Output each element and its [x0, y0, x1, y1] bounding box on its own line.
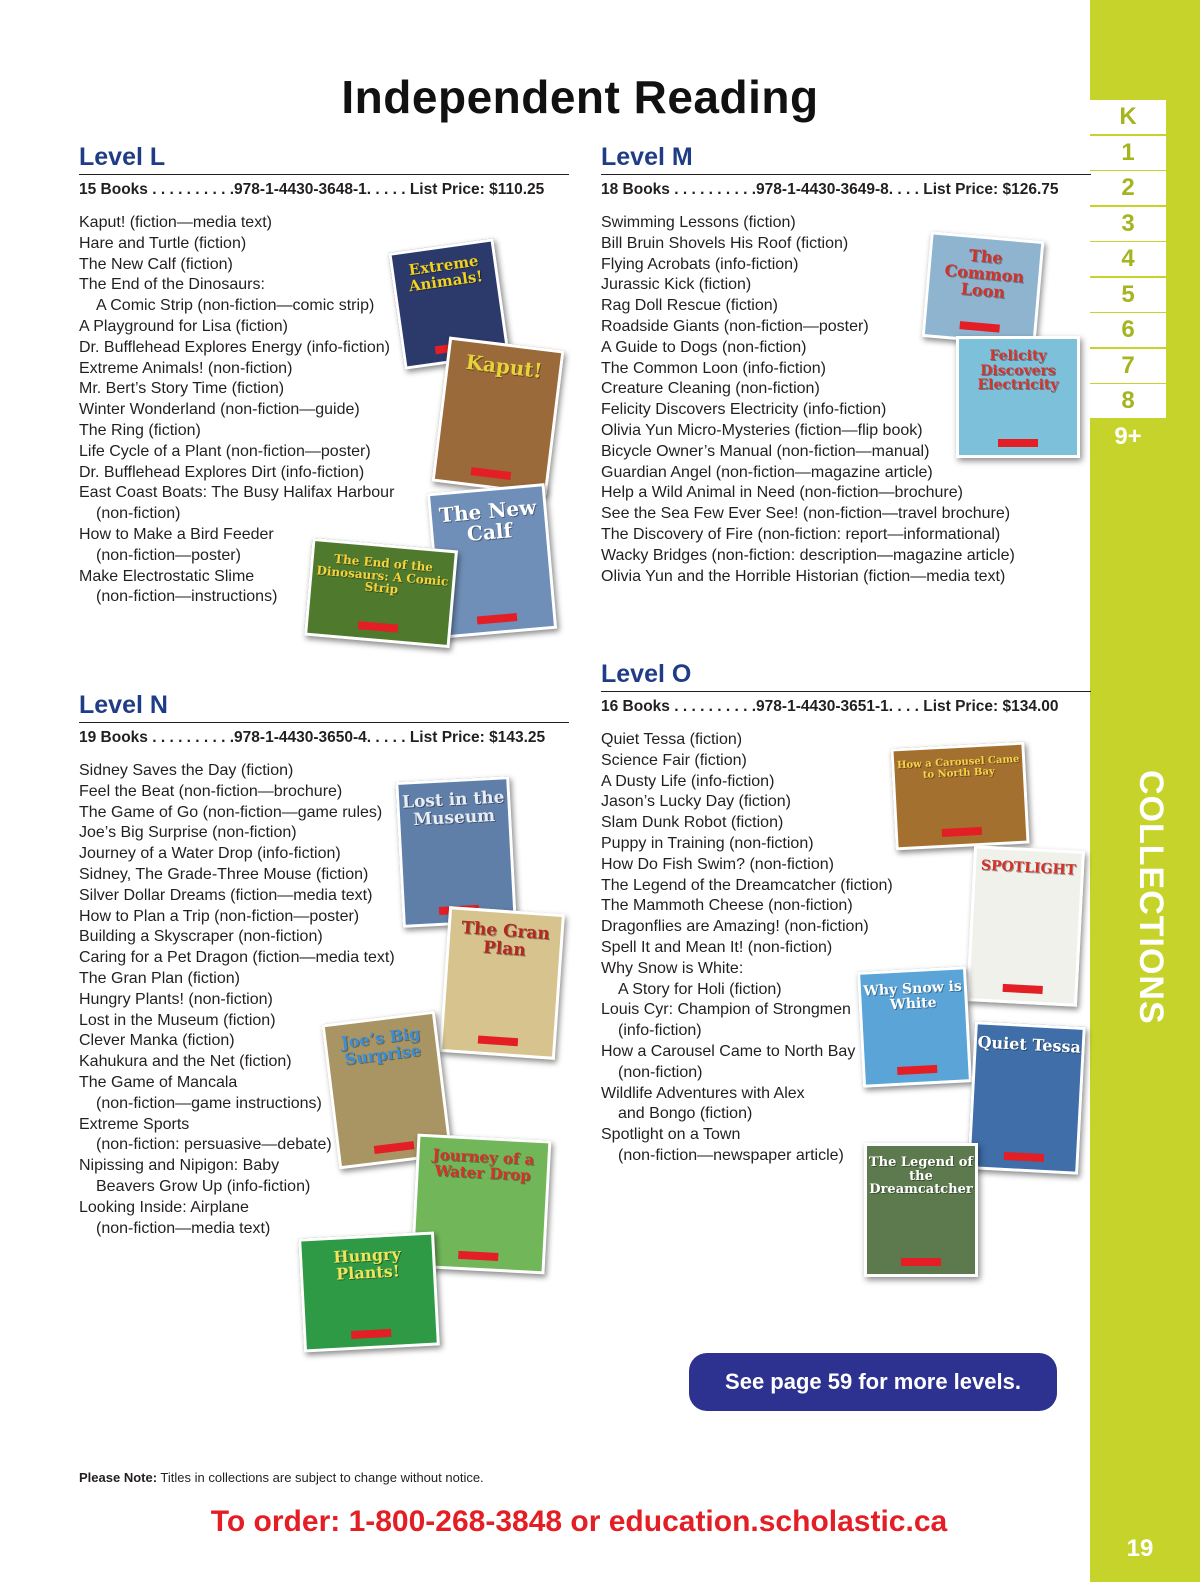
book-title: Hare and Turtle (fiction) [79, 234, 247, 252]
cover-title: Hungry Plants! [332, 1244, 402, 1284]
book-title: Wildlife Adventures with Alex [601, 1084, 805, 1102]
book-count: 18 Books [601, 181, 670, 198]
book-title: How a Carousel Came to North Bay [601, 1042, 856, 1060]
book-title: Bill Bruin Shovels His Roof (fiction) [601, 234, 849, 252]
book-title: Olivia Yun Micro-Mysteries (fiction—flip book) [601, 421, 923, 439]
book-title: Rag Doll Rescue (fiction) [601, 297, 778, 315]
publisher-logo [1003, 1152, 1043, 1162]
book-title: Jurassic Kick (fiction) [601, 276, 752, 294]
please-note [79, 1470, 484, 1485]
cover-title: Felicity Discovers Electricity [977, 348, 1059, 394]
list-price: List Price: $143.25 [409, 729, 546, 746]
book-title: Kaput! (fiction—media text) [79, 214, 272, 231]
grade-tab-5[interactable]: 5 [1090, 278, 1166, 312]
publisher-logo [458, 1251, 498, 1261]
book-cover-legend-dreamcatcher [864, 1143, 978, 1277]
book-title: Spotlight on a Town [601, 1126, 741, 1144]
publisher-logo [351, 1329, 391, 1339]
book-title: Kahukura and the Net (fiction) [79, 1053, 292, 1071]
page-title: Independent Reading [341, 71, 819, 123]
book-title: Winter Wonderland (non-fiction—guide) [79, 401, 360, 419]
cover-title: SPOTLIGHT [980, 857, 1077, 879]
level-heading: Level M [601, 140, 1091, 175]
book-title: The Game of Mancala [79, 1073, 238, 1091]
cover-title: How a Carousel Came to North Bay [896, 753, 1020, 781]
level-order-info [601, 698, 1091, 720]
cover-title: Kaput! [464, 349, 544, 383]
level-order-info [79, 729, 569, 751]
book-title: Science Fair (fiction) [601, 751, 747, 769]
book-title: Journey of a Water Drop (info-fiction) [79, 845, 341, 863]
level-heading: Level N [79, 688, 569, 723]
book-title: Felicity Discovers Electricity (info-fiction) [601, 401, 887, 419]
isbn: . . . . . . . . . .978-1-4430-3648-1. . . . . [152, 181, 406, 198]
book-title: Mr. Bert’s Story Time (fiction) [79, 380, 285, 398]
book-cover-spotlight [966, 845, 1085, 1007]
book-title: Clever Manka (fiction) [79, 1032, 235, 1050]
book-title: See the Sea Few Ever See! (non-fiction—travel brochure) [601, 505, 1011, 523]
book-title: Guardian Angel (non-fiction—magazine article) [601, 463, 933, 481]
book-title-continuation: (non-fiction) [618, 1063, 703, 1081]
grade-tab-6[interactable]: 6 [1090, 313, 1166, 347]
more-levels-button[interactable]: See page 59 for more levels. [689, 1353, 1057, 1411]
grade-tab-4[interactable]: 4 [1090, 242, 1166, 276]
book-title-continuation: and Bongo (fiction) [618, 1105, 753, 1123]
book-title: Lost in the Museum (fiction) [79, 1011, 276, 1029]
book-cover-hungry-plants [298, 1232, 440, 1353]
book-title: Wacky Bridges (non-fiction: description—magazine article) [601, 546, 1015, 564]
publisher-logo [374, 1141, 415, 1154]
book-title: Building a Skyscraper (non-fiction) [79, 928, 323, 946]
book-title: Quiet Tessa (fiction) [601, 731, 743, 748]
publisher-logo [897, 1065, 937, 1075]
book-title-continuation: (non-fiction—media text) [96, 1219, 271, 1237]
book-title: How to Make a Bird Feeder [79, 525, 274, 543]
book-title: Looking Inside: Airplane [79, 1198, 249, 1216]
book-title-continuation: (non-fiction) [96, 505, 181, 523]
cover-title: Why Snow is White [862, 978, 963, 1013]
book-title: The End of the Dinosaurs: [79, 276, 265, 294]
publisher-logo [358, 621, 399, 632]
book-title: Olivia Yun and the Horrible Historian (fiction—media text) [601, 567, 1006, 585]
book-title: Joe’s Big Surprise (non-fiction) [79, 824, 297, 842]
note-label: Please Note: [79, 1470, 158, 1485]
book-title: Make Electrostatic Slime [79, 567, 255, 585]
publisher-logo [477, 613, 518, 624]
grade-tabs [1090, 100, 1166, 455]
book-cover-lost-in-museum [395, 776, 516, 928]
grade-tab-9-plus[interactable]: 9+ [1090, 420, 1166, 454]
book-title: The Gran Plan (fiction) [79, 969, 240, 987]
book-title: Feel the Beat (non-fiction—brochure) [79, 782, 343, 800]
grade-tab-3[interactable]: 3 [1090, 207, 1166, 241]
publisher-logo [998, 439, 1038, 447]
cover-title: The Common Loon [943, 245, 1025, 302]
level-order-info [79, 181, 569, 203]
book-title: Puppy in Training (non-fiction) [601, 834, 814, 852]
book-cover-end-of-dinosaurs [304, 538, 458, 648]
publisher-logo [942, 827, 982, 837]
book-cover-quiet-tessa [967, 1021, 1086, 1175]
book-title-continuation: (non-fiction—game instructions) [96, 1094, 322, 1112]
book-title: East Coast Boats: The Busy Halifax Harbour [79, 484, 395, 502]
book-title-continuation: (non-fiction—instructions) [96, 588, 278, 606]
cover-title: Journey of a Water Drop [432, 1145, 535, 1185]
book-title: The New Calf (fiction) [79, 255, 233, 273]
cover-title: Lost in the Museum [401, 787, 505, 831]
book-count: 16 Books [601, 698, 670, 715]
book-title: Creature Cleaning (non-fiction) [601, 380, 820, 398]
list-price: List Price: $134.00 [923, 698, 1059, 715]
book-title: The Game of Go (non-fiction—game rules) [79, 803, 383, 821]
note-text: Titles in collections are subject to change without notice. [157, 1470, 484, 1485]
isbn: . . . . . . . . . .978-1-4430-3651-1. . . . [674, 698, 919, 715]
book-cover-felicity [956, 336, 1080, 458]
book-title: Hungry Plants! (non-fiction) [79, 990, 273, 1008]
cover-title: Quiet Tessa [977, 1032, 1082, 1057]
book-title: The Discovery of Fire (non-fiction: report—informational) [601, 525, 1001, 543]
book-cover-common-loon [922, 231, 1045, 347]
book-cover-carousel-north-bay [890, 742, 1029, 851]
book-cover-why-snow-is-white [857, 966, 972, 1088]
book-title: Roadside Giants (non-fiction—poster) [601, 317, 869, 335]
publisher-logo [1002, 984, 1042, 994]
book-title-continuation: A Comic Strip (non-fiction—comic strip) [96, 297, 375, 315]
list-price: List Price: $110.25 [409, 181, 545, 198]
grade-tab-2[interactable]: 2 [1090, 171, 1166, 205]
level-heading: Level O [601, 657, 1091, 692]
grade-tab-8[interactable]: 8 [1090, 384, 1166, 418]
book-title-continuation: (non-fiction: persuasive—debate) [96, 1136, 332, 1154]
book-title: How Do Fish Swim? (non-fiction) [601, 855, 834, 873]
cover-title: The End of the Dinosaurs: A Comic Strip [316, 551, 450, 597]
book-cover-gran-plan [439, 906, 565, 1060]
book-title: Spell It and Mean It! (non-fiction) [601, 938, 833, 956]
list-price: List Price: $126.75 [923, 181, 1059, 198]
publisher-logo [959, 321, 1000, 332]
book-title: Dragonflies are Amazing! (non-fiction) [601, 918, 869, 936]
book-title-continuation: Beavers Grow Up (info-fiction) [96, 1177, 311, 1195]
cover-title: Joe’s Big Surprise [340, 1023, 422, 1069]
cover-title: The New Calf [438, 494, 538, 547]
book-title-continuation: (non-fiction—poster) [96, 546, 241, 564]
book-title: A Guide to Dogs (non-fiction) [601, 338, 807, 356]
book-title: A Playground for Lisa (fiction) [79, 317, 288, 335]
book-title: Dr. Bufflehead Explores Dirt (info-fiction) [79, 463, 365, 481]
book-title: Louis Cyr: Champion of Strongmen [601, 1001, 851, 1019]
book-title: Swimming Lessons (fiction) [601, 214, 796, 231]
level-order-info [601, 181, 1091, 203]
book-title: The Mammoth Cheese (non-fiction) [601, 897, 853, 915]
publisher-logo [478, 1035, 518, 1046]
grade-tab-k[interactable]: K [1090, 100, 1166, 134]
book-title: Help a Wild Animal in Need (non-fiction—brochure) [601, 484, 963, 502]
book-title: How to Plan a Trip (non-fiction—poster) [79, 907, 360, 925]
cover-title: Extreme Animals! [407, 251, 484, 296]
collections-label: COLLECTIONS [1132, 770, 1170, 1025]
publisher-logo [471, 467, 512, 480]
grade-tab-7[interactable]: 7 [1090, 349, 1166, 383]
book-cover-kaput [432, 336, 565, 495]
isbn: . . . . . . . . . .978-1-4430-3650-4. . . . . [152, 729, 406, 746]
cover-title: The Gran Plan [460, 918, 551, 961]
order-line[interactable]: To order: 1-800-268-3848 or education.scholastic.ca [210, 1505, 948, 1538]
publisher-logo [901, 1258, 941, 1266]
book-title: A Dusty Life (info-fiction) [601, 772, 775, 790]
book-title: The Common Loon (info-fiction) [601, 359, 826, 377]
book-title: Jason’s Lucky Day (fiction) [601, 793, 791, 811]
grade-tab-1[interactable]: 1 [1090, 136, 1166, 170]
page-number: 19 [1126, 1535, 1154, 1562]
book-count: 19 Books [79, 729, 148, 746]
cover-title: The Legend of the Dreamcatcher [868, 1155, 974, 1198]
level-heading: Level L [79, 140, 569, 175]
book-title: Dr. Bufflehead Explores Energy (info-fiction) [79, 338, 390, 356]
book-title: Flying Acrobats (info-fiction) [601, 255, 799, 273]
book-title: Extreme Sports [79, 1115, 190, 1133]
book-title: The Ring (fiction) [79, 421, 201, 439]
book-title: Silver Dollar Dreams (fiction—media text) [79, 886, 373, 904]
book-title: The Legend of the Dreamcatcher (fiction) [601, 876, 893, 894]
book-title: Why Snow is White: [601, 959, 744, 977]
book-title-continuation: A Story for Holi (fiction) [618, 980, 782, 998]
book-title: Bicycle Owner’s Manual (non-fiction—manual) [601, 442, 930, 460]
book-title-continuation: (info-fiction) [618, 1022, 702, 1040]
book-title-continuation: (non-fiction—newspaper article) [618, 1146, 844, 1164]
book-title: Extreme Animals! (non-fiction) [79, 359, 293, 377]
book-title: Slam Dunk Robot (fiction) [601, 814, 784, 832]
book-count: 15 Books [79, 181, 148, 198]
book-title: Nipissing and Nipigon: Baby [79, 1157, 280, 1175]
isbn: . . . . . . . . . .978-1-4430-3649-8. . . . [674, 181, 919, 198]
book-title: Sidney Saves the Day (fiction) [79, 762, 294, 779]
book-title: Sidney, The Grade-Three Mouse (fiction) [79, 865, 369, 883]
book-title: Life Cycle of a Plant (non-fiction—poster) [79, 442, 371, 460]
book-title: Caring for a Pet Dragon (fiction—media text) [79, 949, 395, 967]
